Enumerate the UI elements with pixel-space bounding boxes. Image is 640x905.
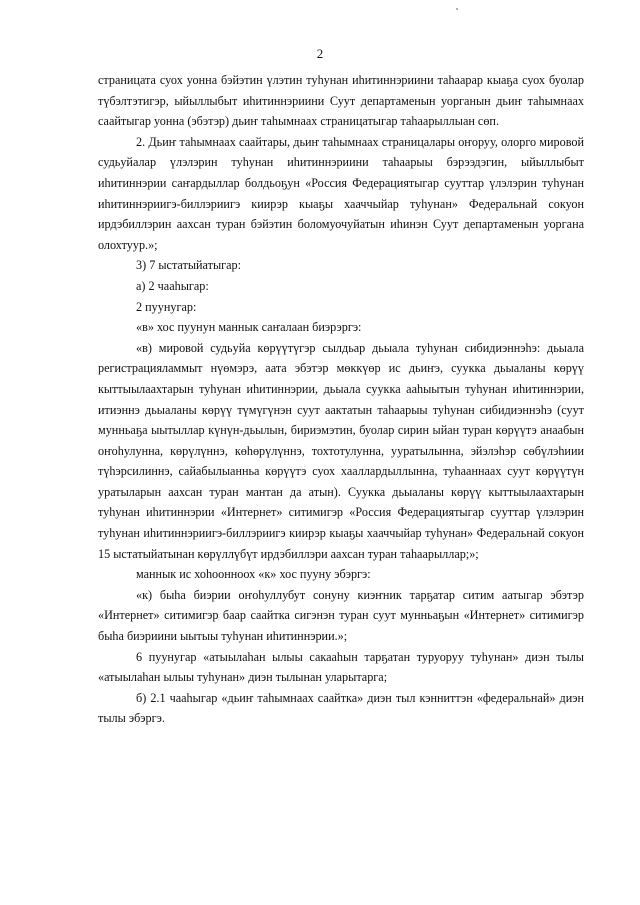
paragraph-item-3: 3) 7 ыстатыйатыгар: xyxy=(136,258,242,273)
page-number: 2 xyxy=(316,46,324,61)
paragraph-subpoint-v-intro: «в» хос пуунун маннык саҥалаан биэрэргэ: xyxy=(136,320,362,335)
paragraph-subpoint-v: «в) мировой судьуйа көрүүтүгэр сылдьар дьыала туһунан сибидиэннэһэ: дьыала регистрацияламмыт нүөмэрэ, аата эбэтэр мөккүөр ис дьиҥэ, суукка дьыаланы көрүү кыттыылаахтарын туһунан иһитиннэрии, дьыала суукка ааһыытын туһунан иһитиннэрии, итиэннэ дьыаланы көрүү түмүгүнэн суут аактатын таһаарыы туһунан сибидиэннэһэ (суут мунньаҕа ыытыллар күнүн-дьылын, бириэмэтин, буолар сирин ыйан туран көрүүтэ анаабын оҥоһулунна, көрүлүннэ, көһөрүлүннэ, тохтотулунна, ууратылынна, эйэлэһэр сөбүлэһиии түһэрсилиннэ, сайабылыанньа көрүүтэ суох хааллардыллынна, туһааннаах суут көрүүтүн уратыларын аахсан туран мантан да атын). Суукка дьыаланы көрүү кыттыылаахтарын туһунан иһитиннэрии «Интернет» ситимигэр «Россия Федерациятыгар сууттар үлэлэрин туһунан иһитиннэриигэ-биллэриигэ киирэр кыаҕы хааччыйар туһунан» Федеральнай сокуон 15 ыстатыйатынан көрүллүбүт ирдэбиллэри аахсан туран таһаарыллар;»; xyxy=(98,340,584,561)
paragraph-subpoint-k-intro: маннык ис хоһоонноох «к» хос пууну эбэргэ: xyxy=(136,567,371,582)
paragraph-point-2: 2 пуунугар: xyxy=(136,299,197,314)
document-body xyxy=(98,70,584,729)
paragraph-continuation: страницата суох уонна бэйэтин үлэтин туһунан иһитиннэриини таһаарар кыаҕа суох буолар түбэлтэтигэр, ыйыллыбыт иһитиннэриини Суут департаменын уорганын дьиҥ таһымнаах саайтыгар уонна (эбэтэр) дьиҥ таһымнаах страницатыгар таһаарыллыан сөп. xyxy=(98,73,584,129)
scan-speck xyxy=(456,8,458,10)
paragraph-subitem-a: а) 2 чааһыгар: xyxy=(136,278,209,293)
paragraph-subpoint-k: «к) быһа биэрии оҥоһуллубут сонуну киэҥник тарҕатар ситим аатыгар эбэтэр «Интернет» ситимигэр баар саайтка сигэнэн туран суут мунньаҕын «Интернет» ситимигэр быһа биэриини ыытыы туһунан иһитиннэрии.»; xyxy=(98,587,584,644)
paragraph-clause-2: 2. Дьиҥ таһымнаах саайтары, дьиҥ таһымнаах страницалары оҥоруу, олорго мировой судьуйалар үлэлэрин туһунан иһитиннэриини таһаарыы бэрээдэгин, ыйыллыбыт иһитиннэрии саҥардыллар болдьоҕун «Россия Федерациятыгар сууттар үлэлэрин туһунан иһитиннэриигэ-биллэриигэ киирэр кыаҕы хааччыйар туһунан» Федеральнай сокуон ирдэбиллэрин аахсан туран бэйэтин боломуочуйатын иһинэн Суут департаменын уоргана олохтуур.»; xyxy=(98,134,584,252)
paragraph-point-6: 6 пуунугар «атыылаһан ылыы сакааһын тарҕатан туруоруу туһунан» диэн тылы «атыылаһан ылыы туһунан» диэн тылынан уларытарга; xyxy=(98,649,584,685)
paragraph-subitem-b: б) 2.1 чааһыгар «дьиҥ таһымнаах саайтка» диэн тыл кэнниттэн «федеральнай» диэн тылы эбэргэ. xyxy=(98,690,584,726)
